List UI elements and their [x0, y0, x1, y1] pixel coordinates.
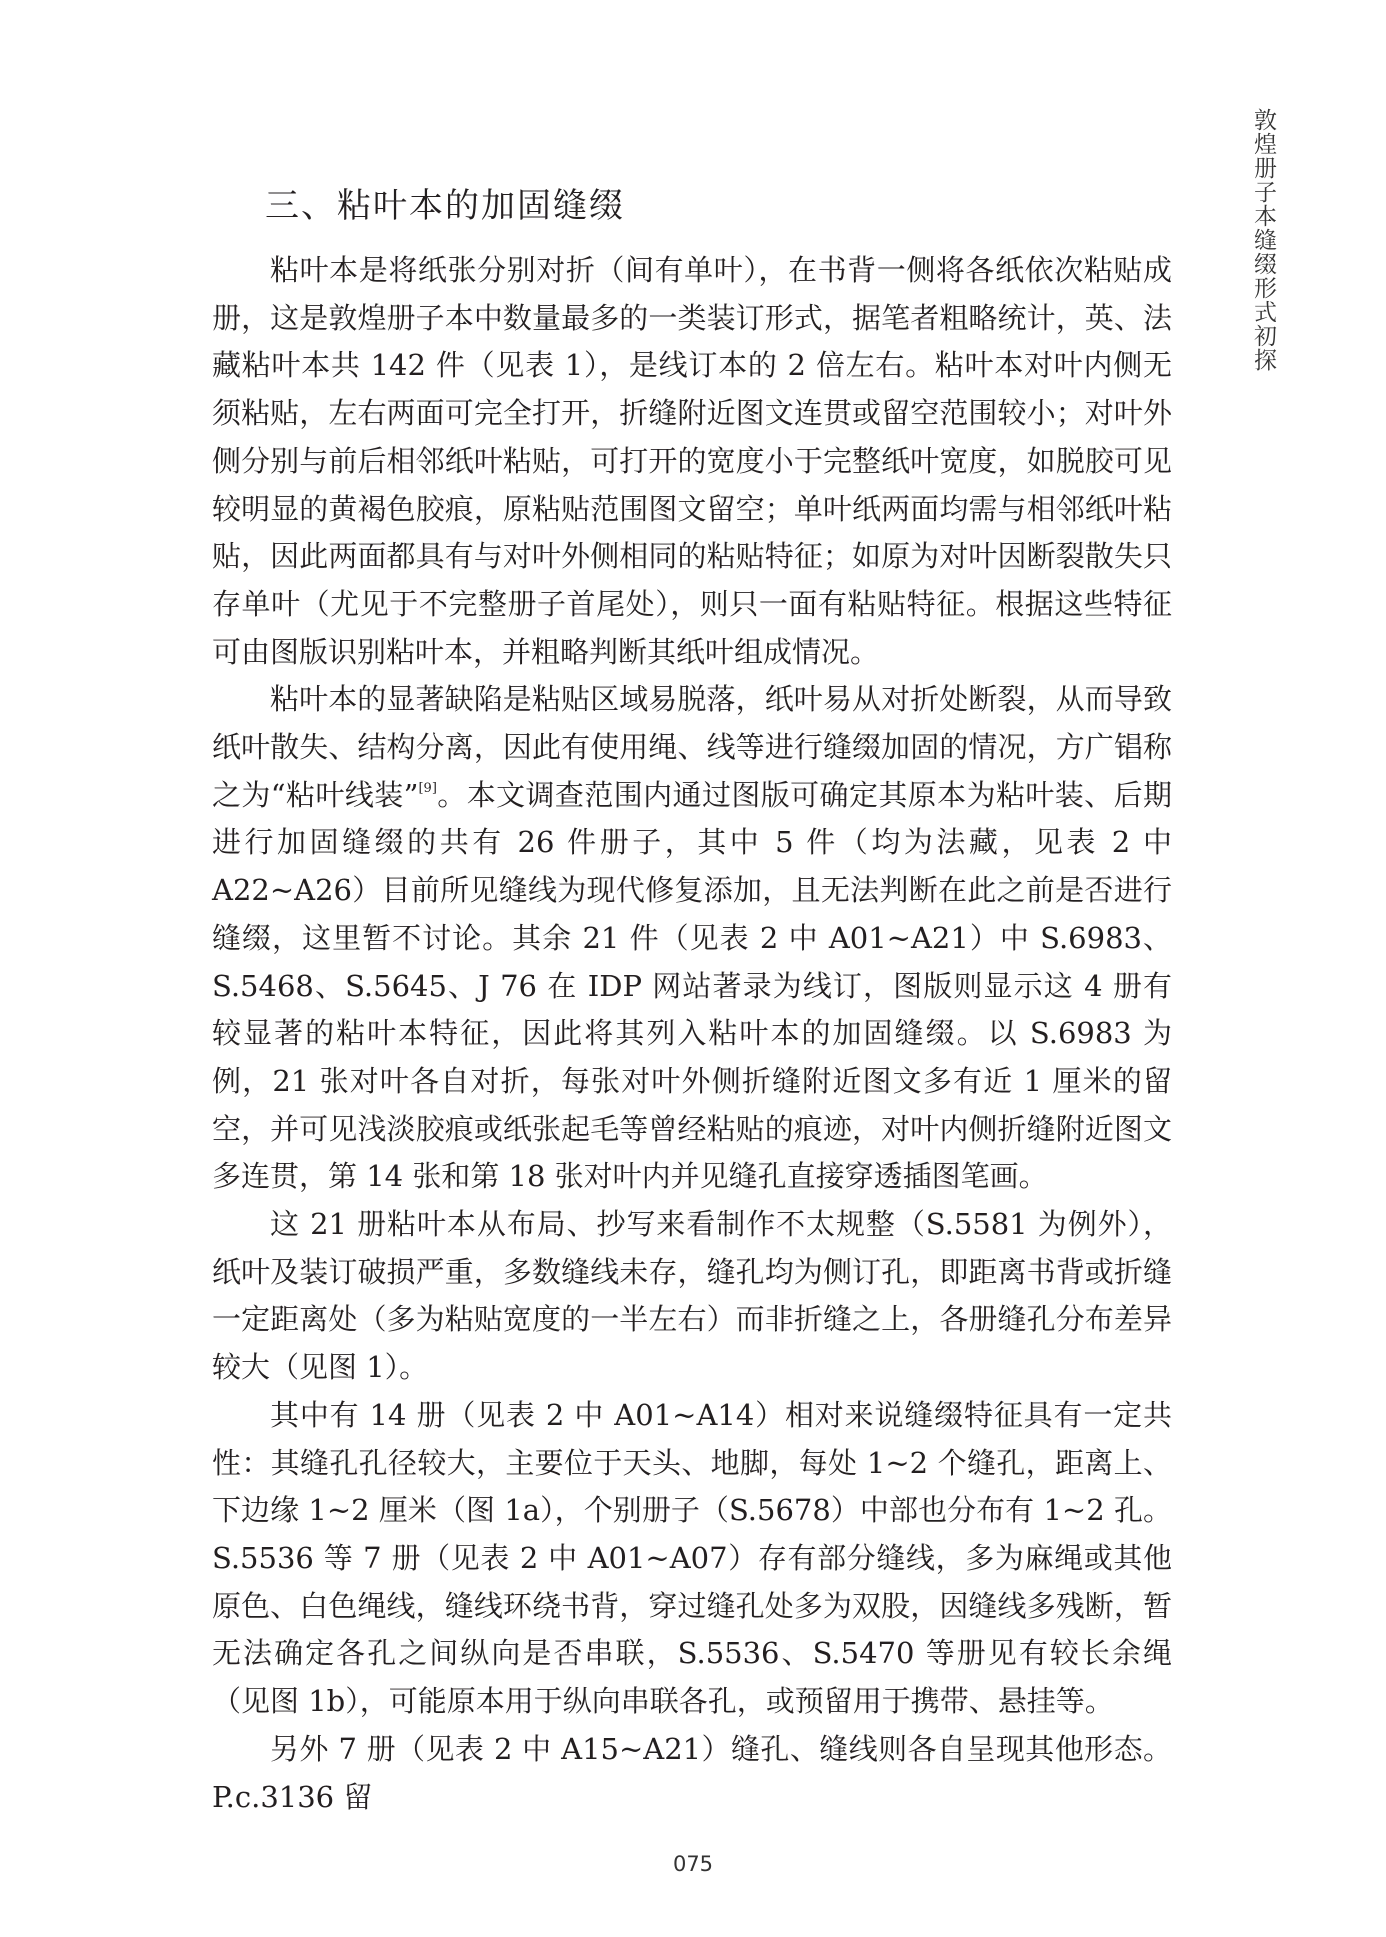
paragraph-4: 其中有 14 册（见表 2 中 A01~A14）相对来说缝缀特征具有一定共性：其缝孔孔径较大，主要位于天头、地脚，每处 1~2 个缝孔，距离上、下边缘 1~2 厘米（图 1a），个别册子（S.5678）中部也分布有 1~2 孔。S.5536 等 7 册（见表 2 中 A01~A07）存有部分缝线，多为麻绳或其他原色、白色绳线，缝线环绕书背，穿过缝孔处多为双股，因缝线多残断，暂无法确定各孔之间纵向是否串联，S.5536、S.5470 等册见有较长余绳（见图 1b），可能原本用于纵向串联各孔，或预留用于携带、悬挂等。	[212, 1397, 1172, 1719]
page-number: 075	[672, 1852, 714, 1876]
paragraph-3: 这 21 册粘叶本从布局、抄写来看制作不太规整（S.5581 为例外），纸叶及装订破损严重，多数缝线未存，缝孔均为侧订孔，即距离书背或折缝一定距离处（多为粘贴宽度的一半左右）而非折缝之上，各册缝孔分布差异较大（见图 1）。	[212, 1207, 1172, 1385]
paragraph-2-text-a: 粘叶本的显著缺陷是粘贴区域易脱落，纸叶易从对折处断裂，从而导致纸叶散失、结构分离，因此有使用绳、线等进行缝缀加固的情况，方广锠称之为“粘叶线装”	[212, 682, 1172, 812]
section-heading: 三、粘叶本的加固缝缀	[265, 186, 625, 226]
citation-note: [9]	[418, 780, 437, 796]
body-text	[212, 247, 1172, 1821]
paragraph-2-text-b: 。本文调查范围内通过图版可确定其原本为粘叶装、后期进行加固缝缀的共有 26 件册子，其中 5 件（均为法藏，见表 2 中 A22~A26）目前所见缝线为现代修复添加，且无法判断在此之前是否进行缝缀，这里暂不讨论。其余 21 件（见表 2 中 A01~A21）中 S.6983、S.5468、S.5645、J 76 在 IDP 网站著录为线订，图版则显示这 4 册有较显著的粘叶本特征，因此将其列入粘叶本的加固缝缀。以 S.6983 为例，21 张对叶各自对折，每张对叶外侧折缝附近图文多有近 1 厘米的留空，并可见浅淡胶痕或纸张起毛等曾经粘贴的痕迹，对叶内侧折缝附近图文多连贯，第 14 张和第 18 张对叶内并见缝孔直接穿透插图笔画。	[212, 777, 1172, 1194]
paragraph-1: 粘叶本是将纸张分别对折（间有单叶），在书背一侧将各纸依次粘贴成册，这是敦煌册子本中数量最多的一类装订形式，据笔者粗略统计，英、法藏粘叶本共 142 件（见表 1），是线订本的 2 倍左右。粘叶本对叶内侧无须粘贴，左右两面可完全打开，折缝附近图文连贯或留空范围较小；对叶外侧分别与前后相邻纸叶粘贴，可打开的宽度小于完整纸叶宽度，如脱胶可见较明显的黄褐色胶痕，原粘贴范围图文留空；单叶纸两面均需与相邻纸叶粘贴，因此两面都具有与对叶外侧相同的粘贴特征；如原为对叶因断裂散失只存单叶（尤见于不完整册子首尾处），则只一面有粘贴特征。根据这些特征可由图版识别粘叶本，并粗略判断其纸叶组成情况。	[212, 253, 1172, 669]
paragraph-2	[212, 676, 1172, 1201]
running-title: 敦煌册子本缝缀形式初探	[1250, 108, 1276, 372]
paragraph-5: 另外 7 册（见表 2 中 A15~A21）缝孔、缝线则各自呈现其他形态。P.c.3136 留	[212, 1731, 1172, 1814]
